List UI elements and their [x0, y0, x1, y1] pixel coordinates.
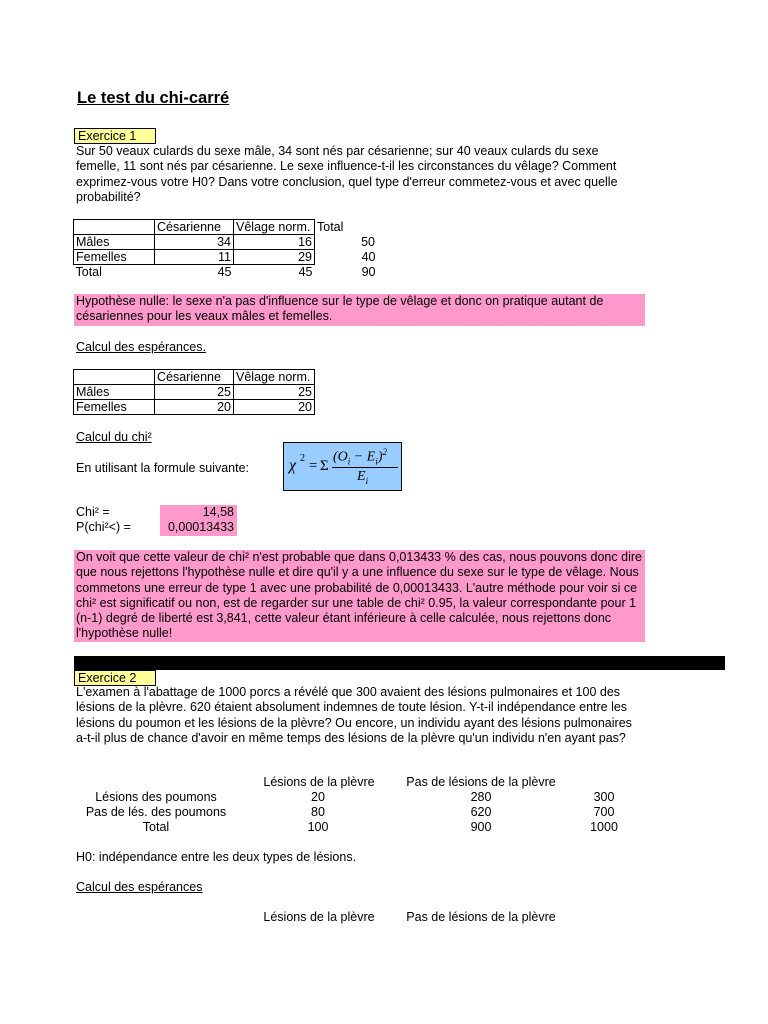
- row-label: Lésions des poumons: [95, 790, 217, 804]
- formula-exp: 2: [300, 453, 305, 464]
- formula-sub: i: [375, 456, 378, 467]
- sigma-icon: Σ: [320, 458, 329, 474]
- table-cell: 16: [234, 235, 315, 250]
- formula-sub: i: [347, 456, 351, 467]
- table-corner: [74, 370, 155, 385]
- table-corner: [74, 220, 155, 235]
- table-cell: 25: [234, 385, 315, 400]
- table-cell: 25: [155, 385, 234, 400]
- table-header: Césarienne: [155, 370, 234, 385]
- expectations-heading-2: Calcul des espérances: [76, 880, 203, 894]
- table-cell: 100: [307, 820, 329, 834]
- row-label: Total: [142, 820, 170, 834]
- formula-sub: i: [365, 475, 369, 486]
- page-title: Le test du chi-carré: [77, 89, 230, 107]
- section-divider: [74, 656, 725, 670]
- table-cell: 1000: [590, 820, 618, 834]
- table-header: Césarienne: [155, 220, 234, 235]
- formula-o: (O: [333, 449, 348, 465]
- table-cell: 11: [155, 250, 234, 265]
- table-header: Vêlage norm.: [234, 370, 315, 385]
- p-value: 0,00013433: [160, 520, 237, 536]
- fraction-bar: [332, 467, 398, 468]
- table-cell: 45: [217, 265, 232, 279]
- observed-table: [73, 219, 378, 279]
- exercise-2-text: L'examen à l'abattage de 1000 porcs a révélé que 300 avaient des lésions pulmonaires et 100 des lésions de la plèvre. 620 étaient absolument indemnes de toute lésion. Y-t-il indépendance entre les lésions du poumon et les lésions de la plèvre? Ou encore, un individu ayant des lésions pulmonaires a-t-il plus de chance d'avoir en même temps des lésions de la plèvre qu'un individu n'en ayant pas?: [76, 685, 632, 745]
- formula-equals: =: [309, 458, 318, 474]
- chi-label: Chi² =: [76, 505, 110, 519]
- exercise-1-label: Exercice 1: [74, 128, 156, 144]
- table-cell: 20: [234, 400, 315, 415]
- chi-square-formula: [283, 442, 402, 491]
- row-label: Femelles: [74, 250, 155, 265]
- table-cell: 80: [311, 805, 325, 819]
- formula-intro: En utilisant la formule suivante:: [76, 461, 250, 475]
- chi-heading: Calcul du chi²: [76, 430, 152, 444]
- table-cell: 300: [593, 790, 615, 804]
- formula-exp: 2: [382, 447, 387, 457]
- formula-e: E: [357, 469, 366, 484]
- row-label: Mâles: [74, 385, 155, 400]
- table-cell: 20: [311, 790, 325, 804]
- table-header: Pas de lésions de la plèvre: [406, 775, 556, 789]
- table-cell: 900: [470, 820, 492, 834]
- expectations-heading: Calcul des espérances.: [76, 340, 206, 354]
- chi-value: 14,58: [160, 505, 237, 521]
- formula-denominator: [357, 469, 368, 486]
- table-cell: 620: [470, 805, 492, 819]
- table-header: Lésions de la plèvre: [263, 910, 375, 924]
- table-cell: 34: [155, 235, 234, 250]
- table-cell: 50: [361, 235, 375, 249]
- table-header: Vêlage norm.: [234, 220, 315, 235]
- table-cell: 700: [593, 805, 615, 819]
- conclusion-box: On voit que cette valeur de chi² n'est probable que dans 0,013433 % des cas, nous pouvons donc dire que nous rejettons l'hypothèse nulle et dire qu'il y a une influence du sexe sur le type de vêlage. Nous commetons une erreur de type 1 avec une probabilité de 0,00013433. L'autre méthode pour voir si ce chi² est significatif ou non, est de regarder sur une table de chi² 0.95, la valeur correspondante pour 1 (n-1) degré de liberté est 3,841, cette valeur étant inférieure à celle calculée, nous rejettons donc l'hypothèse nulle!: [74, 550, 645, 642]
- table-cell: 280: [470, 790, 492, 804]
- row-label: Mâles: [74, 235, 155, 250]
- formula-close: ): [377, 449, 383, 465]
- h0-statement: H0: indépendance entre les deux types de lésions.: [76, 850, 357, 864]
- row-label: Femelles: [74, 400, 155, 415]
- row-label: Total: [75, 265, 102, 279]
- null-hypothesis-box: Hypothèse nulle: le sexe n'a pas d'influence sur le type de vêlage et donc on pratique autant de césariennes pour les veaux mâles et femelles.: [74, 294, 645, 326]
- p-label: P(chi²<) =: [76, 520, 131, 534]
- table-cell: 90: [361, 264, 376, 279]
- table-cell: 20: [155, 400, 234, 415]
- exercise-2-label: Exercice 2: [74, 670, 156, 686]
- formula-minus: − E: [350, 449, 376, 465]
- exercise-1-text: Sur 50 veaux culards du sexe mâle, 34 sont nés par césarienne; sur 40 veaux culards du sexe femelle, 11 sont nés par césarienne. Le sexe influence-t-il les circonstances du vêlage? Comment exprimez-vous votre H0? Dans votre conclusion, quel type d'erreur commetez-vous et avec quelle probabilité?: [76, 144, 618, 204]
- table-cell: 45: [298, 265, 313, 279]
- table-header: Total: [317, 220, 344, 234]
- formula-chi: χ: [289, 457, 297, 474]
- table-header: Lésions de la plèvre: [263, 775, 375, 789]
- table-cell: 40: [361, 250, 376, 264]
- table-cell: 29: [234, 250, 315, 265]
- formula-numerator: [333, 447, 387, 466]
- table-header: Pas de lésions de la plèvre: [406, 910, 556, 924]
- expected-table: [73, 369, 315, 415]
- row-label: Pas de lés. des poumons: [85, 805, 227, 819]
